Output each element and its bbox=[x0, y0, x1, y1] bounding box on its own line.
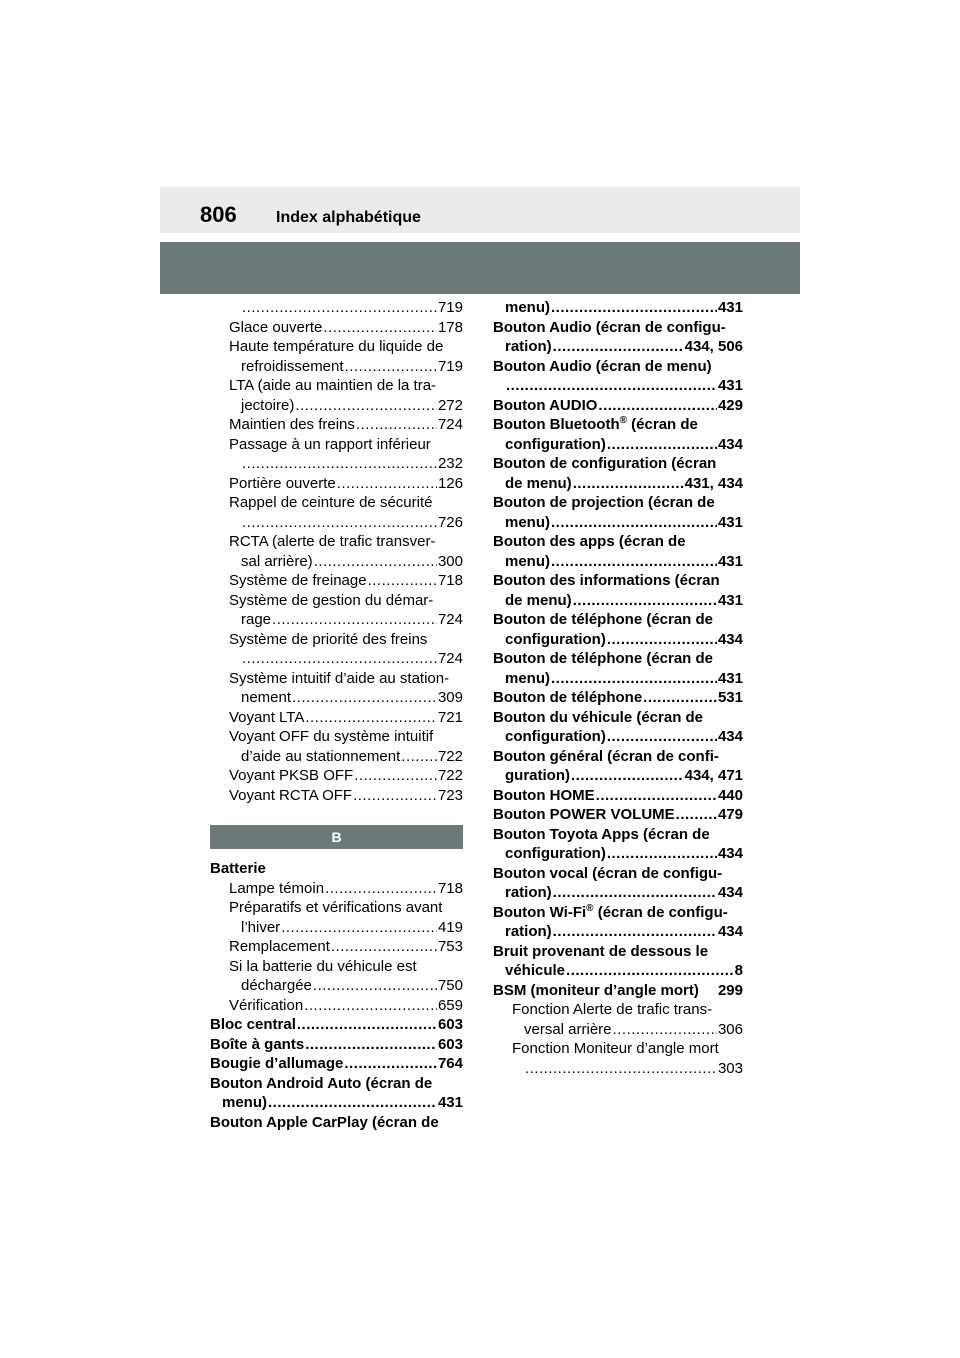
dot-leader bbox=[551, 669, 717, 689]
page-ref: 303 bbox=[717, 1059, 743, 1077]
index-entry bbox=[210, 727, 463, 766]
page-ref: 434 bbox=[717, 630, 743, 648]
entry-text: Bouton de téléphone (écran de bbox=[493, 650, 714, 667]
page-ref: 764 bbox=[437, 1055, 463, 1072]
page-ref: 8 bbox=[734, 962, 743, 979]
entry-text: configuration) bbox=[505, 845, 606, 862]
entry-text: véhicule bbox=[505, 962, 566, 979]
index-entry bbox=[493, 571, 743, 610]
dot-leader bbox=[368, 571, 437, 591]
index-entry bbox=[210, 957, 463, 996]
entry-text: Système de priorité des freins bbox=[229, 630, 428, 648]
dot-leader bbox=[337, 474, 437, 494]
entry-text: Lampe témoin bbox=[229, 879, 325, 897]
index-entry bbox=[210, 435, 463, 474]
dot-leader bbox=[607, 844, 717, 864]
dot-leader bbox=[242, 298, 437, 318]
entry-text: sal arrière) bbox=[241, 552, 313, 570]
dot-leader bbox=[353, 786, 437, 806]
page-ref: 603 bbox=[437, 1016, 463, 1033]
dot-leader bbox=[295, 396, 437, 416]
entry-text: menu) bbox=[505, 669, 550, 687]
page-ref: 429 bbox=[717, 396, 743, 414]
dot-leader bbox=[345, 357, 437, 377]
index-entry bbox=[493, 415, 743, 454]
entry-text: menu) bbox=[222, 1094, 267, 1111]
dot-leader bbox=[571, 766, 684, 786]
index-group-b bbox=[210, 859, 463, 1132]
page-ref: 531 bbox=[717, 689, 743, 706]
page-ref: 479 bbox=[717, 806, 743, 823]
entry-text: Système de freinage bbox=[229, 572, 367, 589]
entry-text: jectoire) bbox=[241, 396, 295, 414]
entry-text: Fonction Moniteur d’angle mort bbox=[512, 1040, 719, 1057]
section-title: Index alphabétique bbox=[276, 209, 421, 226]
entry-text: l’hiver bbox=[241, 918, 281, 936]
page-ref: 299 bbox=[717, 981, 743, 999]
index-entry bbox=[210, 1035, 463, 1055]
index-entry bbox=[210, 1015, 463, 1035]
page-ref: 724 bbox=[437, 650, 463, 667]
dot-leader bbox=[607, 630, 717, 650]
dot-leader bbox=[573, 474, 684, 494]
page-ref: 272 bbox=[437, 396, 463, 414]
index-entry bbox=[493, 649, 743, 688]
entry-text: BSM (moniteur d’angle mort) bbox=[493, 981, 699, 999]
dot-leader bbox=[553, 922, 717, 942]
index-entry bbox=[493, 454, 743, 493]
index-entry bbox=[493, 1039, 743, 1078]
dot-leader bbox=[553, 883, 717, 903]
entry-text: Bouton Wi-Fi® (écran de configu- bbox=[493, 902, 728, 921]
entry-text: Bouton Bluetooth® (écran de bbox=[493, 415, 698, 433]
index-entry bbox=[493, 825, 743, 864]
entry-text: configuration) bbox=[505, 728, 606, 745]
index-entry bbox=[210, 859, 463, 879]
index-entry bbox=[493, 493, 743, 532]
entry-text: Bruit provenant de dessous le bbox=[493, 942, 709, 960]
entry-text: Bouton de téléphone bbox=[493, 689, 643, 706]
dot-leader bbox=[292, 688, 437, 708]
entry-text: Passage à un rapport inférieur bbox=[229, 435, 431, 453]
index-entry bbox=[493, 786, 743, 806]
dot-leader bbox=[242, 649, 437, 669]
page-ref: 431 bbox=[437, 1094, 463, 1111]
page-ref: 753 bbox=[437, 938, 463, 955]
index-entry bbox=[210, 591, 463, 630]
entry-text: Boîte à gants bbox=[210, 1035, 305, 1053]
page-ref: 309 bbox=[437, 689, 463, 706]
dot-leader bbox=[643, 688, 717, 708]
page-ref: 434 bbox=[717, 884, 743, 901]
dot-leader bbox=[356, 415, 437, 435]
entry-text: Bouton du véhicule (écran de bbox=[493, 708, 704, 726]
index-entry bbox=[210, 786, 463, 806]
index-entry bbox=[210, 898, 463, 937]
entry-text: Bougie d’allumage bbox=[210, 1055, 344, 1072]
entry-text: ration) bbox=[505, 884, 552, 901]
dot-leader bbox=[596, 786, 717, 806]
right-column bbox=[493, 298, 743, 1078]
entry-text: Bouton de projection (écran de bbox=[493, 494, 715, 511]
index-entry bbox=[210, 879, 463, 899]
index-entry bbox=[210, 532, 463, 571]
page-ref: 750 bbox=[437, 977, 463, 994]
index-entry bbox=[493, 396, 743, 416]
index-entry bbox=[210, 630, 463, 669]
index-entry bbox=[210, 1054, 463, 1074]
entry-text: Bouton Apple CarPlay (écran de bbox=[210, 1113, 439, 1131]
entry-text: Bouton de configuration (écran bbox=[493, 455, 717, 472]
dot-leader bbox=[314, 552, 437, 572]
index-entry bbox=[210, 937, 463, 957]
page-ref: 719 bbox=[437, 299, 463, 316]
dot-leader bbox=[551, 298, 717, 318]
index-entry bbox=[493, 747, 743, 786]
page-ref: 431 bbox=[717, 299, 743, 316]
page-ref: 300 bbox=[437, 552, 463, 570]
entry-text: refroidissement bbox=[241, 357, 344, 375]
page-number: 806 bbox=[200, 202, 237, 227]
dot-leader bbox=[281, 918, 437, 938]
page-ref: 431 bbox=[717, 377, 743, 394]
entry-text: Voyant PKSB OFF bbox=[229, 767, 354, 784]
dot-leader bbox=[598, 396, 717, 416]
index-entry bbox=[210, 669, 463, 708]
entry-text: Bouton AUDIO bbox=[493, 396, 598, 414]
dot-leader bbox=[242, 513, 437, 533]
index-entry bbox=[210, 1113, 463, 1133]
page-ref: 431, 434 bbox=[684, 474, 743, 492]
dot-leader bbox=[551, 513, 717, 533]
page-ref: 431 bbox=[717, 669, 743, 687]
page-ref: 722 bbox=[437, 747, 463, 765]
entry-text: RCTA (alerte de trafic transver- bbox=[229, 533, 436, 550]
index-entry bbox=[210, 493, 463, 532]
entry-text: Bouton HOME bbox=[493, 786, 595, 804]
index-entry bbox=[493, 708, 743, 747]
index-entry bbox=[493, 903, 743, 942]
section-letter-heading: B bbox=[210, 825, 463, 849]
dot-leader bbox=[331, 937, 437, 957]
index-entry bbox=[493, 532, 743, 571]
entry-text: de menu) bbox=[505, 474, 572, 492]
dot-leader bbox=[304, 996, 437, 1016]
entry-text: Bouton général (écran de confi- bbox=[493, 747, 719, 765]
entry-text: Bouton des apps (écran de bbox=[493, 533, 686, 550]
page-ref: 434 bbox=[717, 435, 743, 453]
index-entry bbox=[493, 298, 743, 318]
dot-leader bbox=[344, 1054, 437, 1074]
index-entry bbox=[210, 1074, 463, 1113]
index-entry bbox=[493, 942, 743, 981]
index-entry bbox=[210, 474, 463, 494]
index-entry bbox=[493, 688, 743, 708]
entry-text: menu) bbox=[505, 552, 550, 570]
index-group-top bbox=[210, 298, 463, 805]
page-ref: 724 bbox=[437, 416, 463, 433]
page-ref: 721 bbox=[437, 708, 463, 726]
index-entry bbox=[210, 766, 463, 786]
page-ref: 178 bbox=[437, 318, 463, 336]
entry-text: Bouton de téléphone (écran de bbox=[493, 611, 714, 628]
dot-leader bbox=[607, 435, 717, 455]
entry-text: Vérification bbox=[229, 996, 304, 1014]
dot-leader bbox=[573, 591, 717, 611]
dot-leader bbox=[323, 318, 437, 338]
entry-text: Fonction Alerte de trafic trans- bbox=[512, 1001, 713, 1018]
entry-text: d’aide au stationnement bbox=[241, 747, 401, 765]
entry-text: versal arrière bbox=[524, 1020, 612, 1038]
entry-text: Haute température du liquide de bbox=[229, 338, 444, 355]
page-ref: 724 bbox=[437, 611, 463, 628]
index-entry bbox=[210, 298, 463, 318]
index-entry bbox=[210, 415, 463, 435]
dot-leader bbox=[305, 1035, 437, 1055]
page-ref: 719 bbox=[437, 357, 463, 375]
entry-text: de menu) bbox=[505, 591, 572, 609]
page-ref: 434 bbox=[717, 728, 743, 745]
page-ref: 718 bbox=[437, 572, 463, 589]
index-entry bbox=[210, 318, 463, 338]
dot-leader bbox=[553, 337, 684, 357]
page-ref: 440 bbox=[717, 786, 743, 804]
dot-leader bbox=[297, 1015, 437, 1035]
index-entry bbox=[493, 864, 743, 903]
index-entry bbox=[210, 376, 463, 415]
page-ref: 126 bbox=[437, 474, 463, 492]
index-entry bbox=[210, 571, 463, 591]
entry-text: Batterie bbox=[210, 860, 266, 877]
entry-text: déchargée bbox=[241, 977, 312, 994]
left-column bbox=[210, 298, 463, 1132]
page-ref: 419 bbox=[437, 918, 463, 936]
entry-text: Glace ouverte bbox=[229, 318, 323, 336]
dot-leader bbox=[566, 961, 734, 981]
entry-text: ration) bbox=[505, 338, 552, 355]
dot-leader bbox=[506, 376, 717, 396]
entry-text: Bouton Toyota Apps (écran de bbox=[493, 825, 710, 843]
entry-text: Bouton vocal (écran de configu- bbox=[493, 864, 723, 882]
index-entry bbox=[210, 708, 463, 728]
page-ref: 434, 506 bbox=[684, 338, 743, 355]
page-ref: 434 bbox=[717, 923, 743, 940]
dot-leader bbox=[313, 976, 437, 996]
dot-leader bbox=[607, 727, 717, 747]
page-ref: 723 bbox=[437, 786, 463, 804]
entry-text: Maintien des freins bbox=[229, 416, 355, 433]
entry-text: Bouton POWER VOLUME bbox=[493, 806, 675, 823]
dot-leader bbox=[354, 766, 437, 786]
entry-text: LTA (aide au maintien de la tra- bbox=[229, 377, 437, 394]
dot-leader bbox=[268, 1093, 437, 1113]
dot-leader bbox=[325, 879, 437, 899]
entry-text: Système intuitif d’aide au station- bbox=[229, 669, 450, 687]
index-entry bbox=[493, 981, 743, 1001]
entry-text: Si la batterie du véhicule est bbox=[229, 957, 417, 975]
index-entry bbox=[493, 318, 743, 357]
page-ref: 659 bbox=[437, 996, 463, 1014]
index-entry bbox=[493, 805, 743, 825]
page-ref: 232 bbox=[437, 455, 463, 472]
page-ref: 431 bbox=[717, 552, 743, 570]
dot-leader bbox=[525, 1059, 717, 1079]
entry-text: configuration) bbox=[505, 435, 606, 453]
entry-text: Système de gestion du démar- bbox=[229, 591, 434, 609]
entry-text: Bouton Audio (écran de configu- bbox=[493, 318, 726, 336]
dot-leader bbox=[272, 610, 437, 630]
index-entry bbox=[493, 610, 743, 649]
index-group-right bbox=[493, 298, 743, 1078]
dot-leader bbox=[305, 708, 437, 728]
dot-leader bbox=[613, 1020, 717, 1040]
page-ref: 434, 471 bbox=[684, 767, 743, 784]
entry-text: Voyant RCTA OFF bbox=[229, 786, 353, 804]
entry-text: Voyant LTA bbox=[229, 708, 305, 726]
page-ref: 434 bbox=[717, 845, 743, 862]
page-ref: 431 bbox=[717, 513, 743, 531]
header-band bbox=[160, 187, 800, 233]
page-ref: 306 bbox=[717, 1020, 743, 1038]
entry-text: rage bbox=[241, 611, 272, 628]
entry-text: ration) bbox=[505, 923, 552, 940]
entry-text: nement bbox=[241, 689, 292, 706]
dot-leader bbox=[551, 552, 717, 572]
entry-text: Préparatifs et vérifications avant bbox=[229, 899, 443, 916]
index-entry bbox=[493, 357, 743, 396]
entry-text: menu) bbox=[505, 513, 550, 531]
entry-text: Bouton Audio (écran de menu) bbox=[493, 357, 712, 375]
page-ref: 603 bbox=[437, 1035, 463, 1053]
dot-leader bbox=[242, 454, 437, 474]
dot-leader bbox=[676, 805, 717, 825]
index-entry bbox=[210, 337, 463, 376]
entry-text: configuration) bbox=[505, 630, 606, 648]
entry-text: Bloc central bbox=[210, 1016, 296, 1033]
page-ref: 726 bbox=[437, 513, 463, 531]
entry-text: Voyant OFF du système intuitif bbox=[229, 728, 434, 745]
index-entry bbox=[493, 1000, 743, 1039]
page-ref: 718 bbox=[437, 879, 463, 897]
page-ref: 431 bbox=[717, 591, 743, 609]
page-ref: 722 bbox=[437, 767, 463, 784]
dot-leader bbox=[401, 747, 437, 767]
entry-text: menu) bbox=[505, 299, 550, 316]
entry-text: Bouton des informations (écran bbox=[493, 572, 720, 589]
entry-text: Portière ouverte bbox=[229, 474, 336, 492]
entry-text: guration) bbox=[505, 767, 570, 784]
entry-text: Bouton Android Auto (écran de bbox=[210, 1074, 433, 1092]
entry-text: Remplacement bbox=[229, 938, 330, 955]
entry-text: Rappel de ceinture de sécurité bbox=[229, 494, 433, 511]
gray-band bbox=[160, 242, 800, 294]
index-entry bbox=[210, 996, 463, 1016]
